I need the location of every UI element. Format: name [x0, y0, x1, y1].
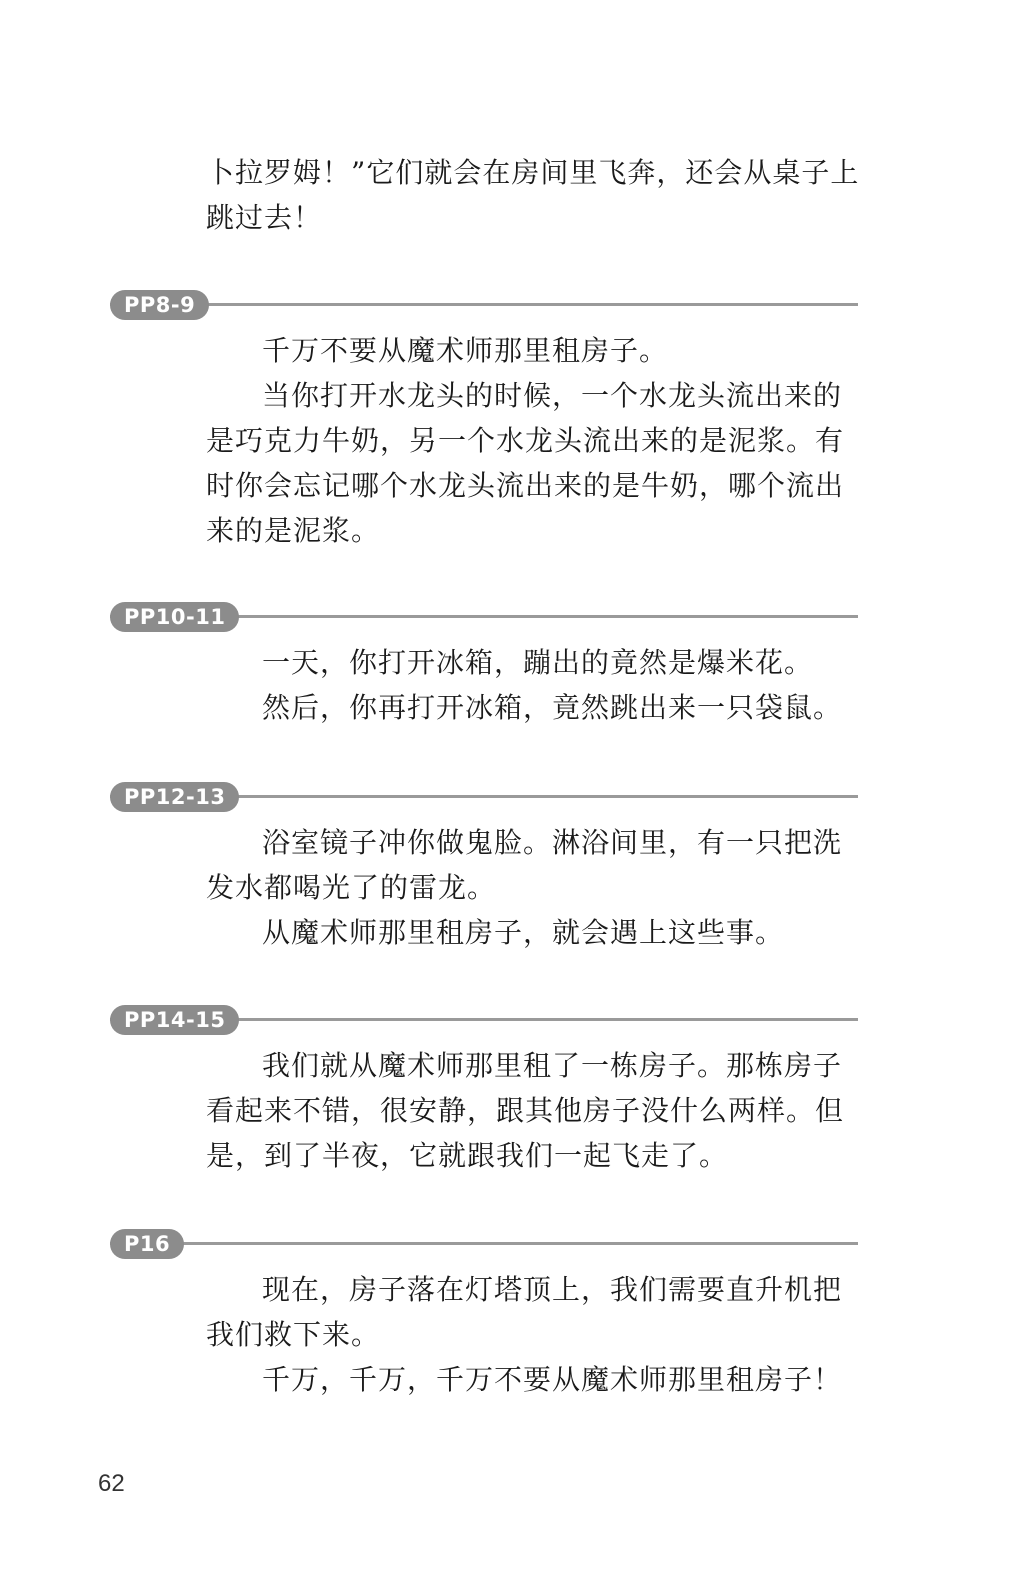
paragraph: 现在，房子落在灯塔顶上，我们需要直升机把我们救下来。: [206, 1273, 843, 1351]
section-tag: PP12-13: [110, 782, 239, 812]
paragraph: 浴室镜子冲你做鬼脸。淋浴间里，有一只把洗发水都喝光了的雷龙。: [206, 826, 843, 904]
section-header-p16: [110, 1229, 858, 1259]
section-tag: PP14-15: [110, 1005, 239, 1035]
section-tag: PP10-11: [110, 602, 239, 632]
section-header-pp8-9: [110, 290, 858, 320]
section-divider: [110, 303, 858, 306]
paragraph: 一天，你打开冰箱，蹦出的竟然是爆米花。: [262, 646, 814, 679]
intro-paragraph: 卜拉罗姆！”它们就会在房间里飞奔，还会从桌子上跳过去！: [206, 156, 860, 234]
paragraph: 然后，你再打开冰箱，竟然跳出来一只袋鼠。: [262, 691, 843, 724]
paragraph: 从魔术师那里租房子，就会遇上这些事。: [262, 916, 785, 949]
paragraph: 我们就从魔术师那里租了一栋房子。那栋房子看起来不错，很安静，跟其他房子没什么两样。但是，到了半夜，它就跟我们一起飞走了。: [206, 1049, 845, 1172]
section-header-pp10-11: [110, 602, 858, 632]
paragraph: 千万不要从魔术师那里租房子。: [262, 334, 669, 367]
page-number: 62: [98, 1470, 125, 1497]
section-divider: [110, 1242, 858, 1245]
section-tag: P16: [110, 1229, 184, 1259]
paragraph: 当你打开水龙头的时候，一个水龙头流出来的是巧克力牛奶，另一个水龙头流出来的是泥浆。有时你会忘记哪个水龙头流出来的是牛奶，哪个流出来的是泥浆。: [206, 379, 845, 547]
section-header-pp14-15: [110, 1005, 858, 1035]
section-tag: PP8-9: [110, 290, 209, 320]
section-header-pp12-13: [110, 782, 858, 812]
paragraph: 千万，千万，千万不要从魔术师那里租房子！: [262, 1363, 843, 1396]
